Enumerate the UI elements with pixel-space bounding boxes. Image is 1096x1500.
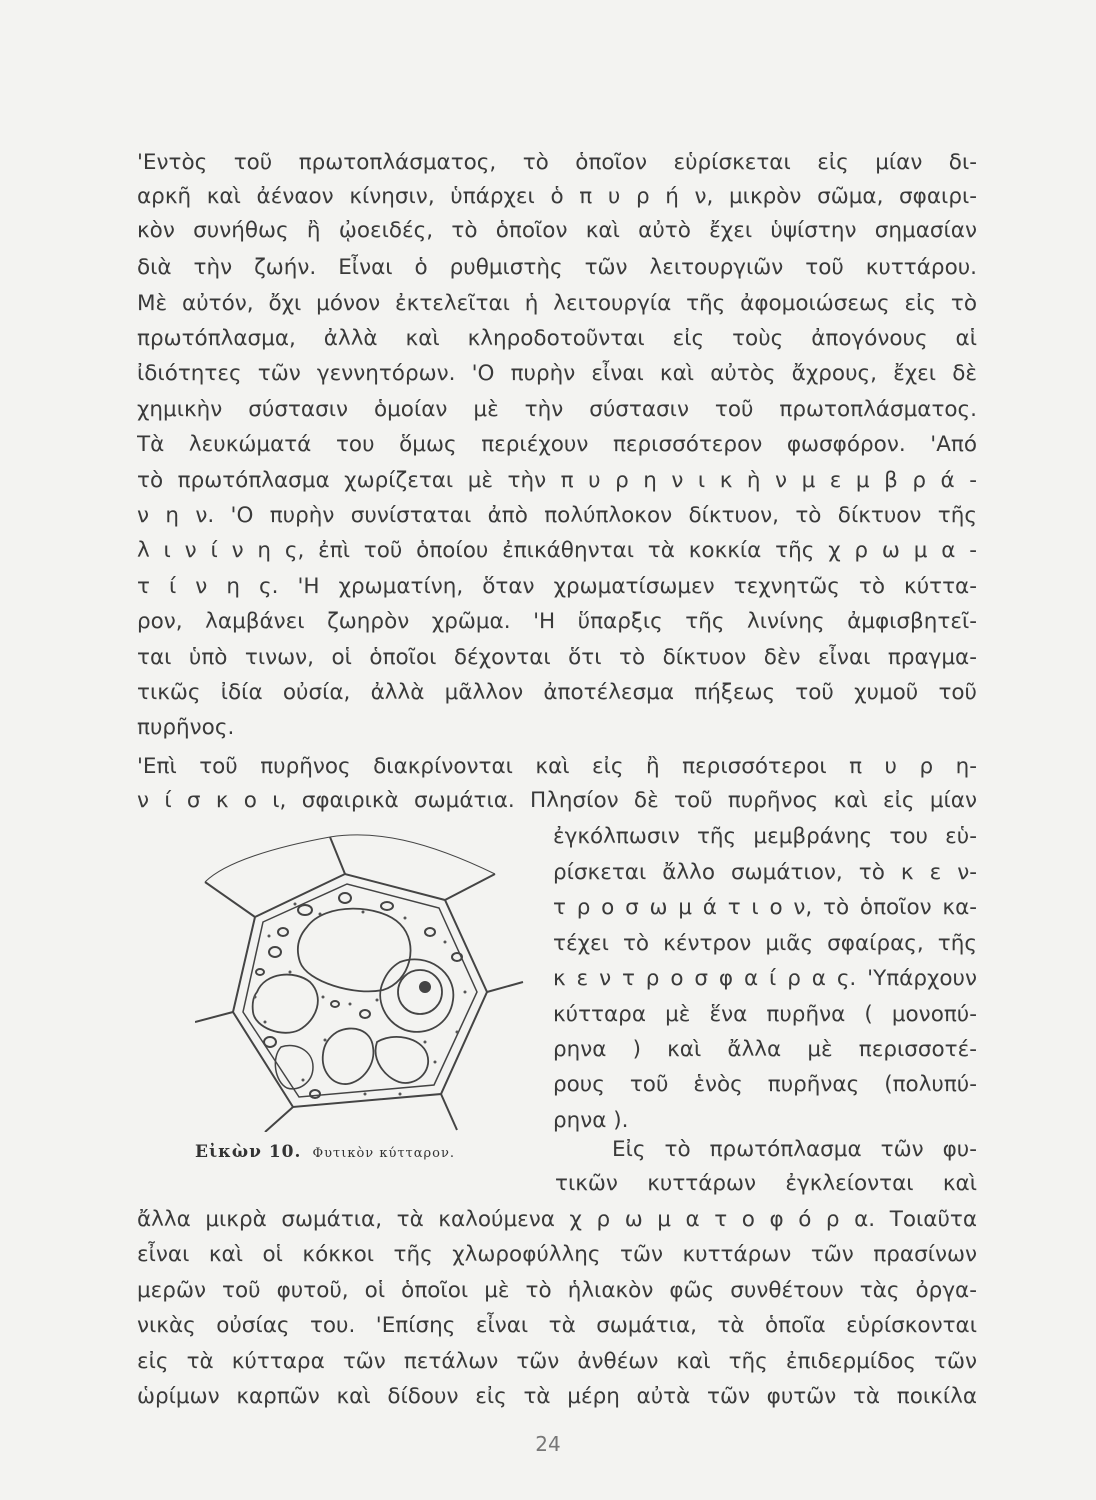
text-line: λ ι ν ί ν η ς, ἐπὶ τοῦ ὁποίου ἐπικάθηνται τὰ κοκκία τῆς χ ρ ω μ α - xyxy=(137,538,977,563)
text-line: ρον, λαμβάνει ζωηρὸν χρῶμα. 'Η ὕπαρξις τῆς λινίνης ἀμφισβητεῖ- xyxy=(137,609,977,634)
text-line: ἄλλα μικρὰ σωμάτια, τὰ καλούμενα χ ρ ω μ α τ ο φ ό ρ α. Τοιαῦτα xyxy=(137,1207,977,1232)
text-line: ἐγκόλπωσιν τῆς μεμβράνης του εὑ- xyxy=(553,824,977,849)
text-line: μερῶν τοῦ φυτοῦ, οἱ ὁποῖοι μὲ τὸ ἡλιακὸν φῶς συνθέτουν τὰς ὀργα- xyxy=(137,1278,977,1303)
text-line: Εἰς τὸ πρωτόπλασμα τῶν φυ- xyxy=(612,1137,977,1162)
figure-caption-label: Εἰκὼν 10. xyxy=(195,1142,302,1162)
text-line: 'Επὶ τοῦ πυρῆνος διακρίνονται καὶ εἰς ἢ περισσότεροι π υ ρ η- xyxy=(137,754,977,779)
text-line: εἰς τὰ κύτταρα τῶν πετάλων τῶν ἀνθέων καὶ τῆς ἐπιδερμίδος τῶν xyxy=(137,1349,977,1374)
text-line: πρωτόπλασμα, ἀλλὰ καὶ κληροδοτοῦνται εἰς τοὺς ἀπογόνους αἱ xyxy=(137,326,977,351)
text-line: 'Εντὸς τοῦ πρωτοπλάσματος, τὸ ὁποῖον εὑρίσκεται εἰς μίαν δι- xyxy=(137,150,977,175)
text-line: κ ε ν τ ρ ο σ φ α ί ρ α ς. 'Υπάρχουν xyxy=(553,966,977,991)
page-number: 24 xyxy=(535,1432,561,1456)
text-line: ρους τοῦ ἑνὸς πυρῆνας (πολυπύ- xyxy=(553,1072,977,1097)
text-line: αρκῆ καὶ ἀέναον κίνησιν, ὑπάρχει ὁ π υ ρ ή ν, μικρὸν σῶμα, σφαιρι- xyxy=(137,184,977,209)
plant-cell-icon xyxy=(195,832,525,1132)
text-line: κὸν συνήθως ἢ ᾠοειδές, τὸ ὁποῖον καὶ αὐτὸ ἔχει ὑψίστην σημασίαν xyxy=(137,218,977,243)
text-line: τ ρ ο σ ω μ ά τ ι ο ν, τὸ ὁποῖον κα- xyxy=(553,895,977,920)
text-line: ν ί σ κ ο ι, σφαιρικὰ σωμάτια. Πλησίον δὲ τοῦ πυρῆνος καὶ εἰς μίαν xyxy=(137,788,977,813)
text-line: Μὲ αὐτόν, ὄχι μόνον ἐκτελεῖται ἡ λειτουργία τῆς ἀφομοιώσεως εἰς τὸ xyxy=(137,291,977,316)
text-line: ν η ν. 'Ο πυρὴν συνίσταται ἀπὸ πολύπλοκον δίκτυον, τὸ δίκτυον τῆς xyxy=(137,503,977,528)
text-line: τικῶν κυττάρων ἐγκλείονται καὶ xyxy=(555,1171,977,1196)
text-line: ὡρίμων καρπῶν καὶ δίδουν εἰς τὰ μέρη αὐτὰ τῶν φυτῶν τὰ ποικίλα xyxy=(137,1384,977,1409)
text-line: εἶναι καὶ οἱ κόκκοι τῆς χλωροφύλλης τῶν κυττάρων τῶν πρασίνων xyxy=(137,1242,977,1267)
text-line: ἰδιότητες τῶν γεννητόρων. 'Ο πυρὴν εἶναι καὶ αὐτὸς ἄχρους, ἔχει δὲ xyxy=(137,361,977,386)
figure-caption xyxy=(195,1142,535,1162)
text-line: κύτταρα μὲ ἕνα πυρῆνα ( μονοπύ- xyxy=(553,1002,977,1027)
text-line: πυρῆνος. xyxy=(137,715,235,740)
text-line: χημικὴν σύστασιν ὁμοίαν μὲ τὴν σύστασιν τοῦ πρωτοπλάσματος. xyxy=(137,397,977,422)
figure-caption-text: Φυτικὸν κύτταρον. xyxy=(312,1146,456,1161)
text-line: νικὰς οὐσίας του. 'Επίσης εἶναι τὰ σωμάτια, τὰ ὁποῖα εὑρίσκονται xyxy=(137,1313,977,1338)
text-line: τ ί ν η ς. 'Η χρωματίνη, ὅταν χρωματίσωμεν τεχνητῶς τὸ κύττα- xyxy=(137,574,977,599)
text-line: τὸ πρωτόπλασμα χωρίζεται μὲ τὴν π υ ρ η ν ι κ ὴ ν μ ε μ β ρ ά - xyxy=(137,468,977,493)
text-line: ρηνα ) καὶ ἄλλα μὲ περισσοτέ- xyxy=(553,1037,977,1062)
text-line: διὰ τὴν ζωήν. Εἶναι ὁ ρυθμιστὴς τῶν λειτουργιῶν τοῦ κυττάρου. xyxy=(137,255,977,280)
plant-cell-figure xyxy=(195,832,525,1132)
text-line: τικῶς ἰδία οὐσία, ἀλλὰ μᾶλλον ἀποτέλεσμα πήξεως τοῦ χυμοῦ τοῦ xyxy=(137,680,977,705)
text-line: ται ὑπὸ τινων, οἱ ὁποῖοι δέχονται ὅτι τὸ δίκτυον δὲν εἶναι πραγμα- xyxy=(137,645,977,670)
text-line: ρηνα ). xyxy=(553,1108,629,1133)
text-line: ρίσκεται ἄλλο σωμάτιον, τὸ κ ε ν- xyxy=(553,860,977,885)
text-line: τέχει τὸ κέντρον μιᾶς σφαίρας, τῆς xyxy=(553,931,977,956)
text-line: Τὰ λευκώματά του ὅμως περιέχουν περισσότερον φωσφόρον. 'Από xyxy=(137,432,977,457)
